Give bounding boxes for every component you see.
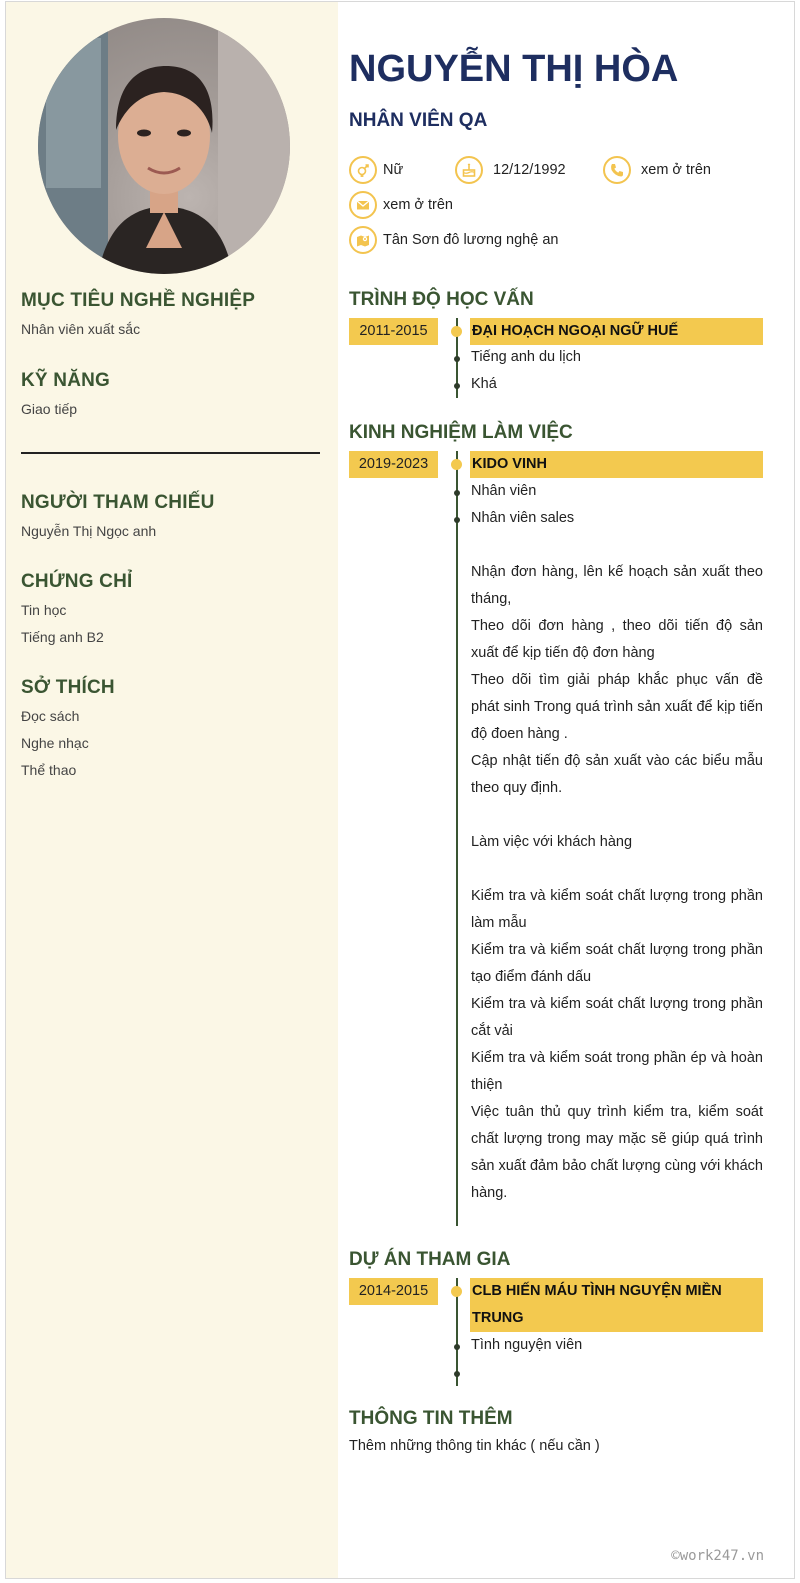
candidate-name: NGUYỄN THỊ HÒA [349, 48, 679, 90]
skills-section [21, 370, 321, 423]
projects-title: DỰ ÁN THAM GIA [349, 1249, 511, 1270]
experience-company: KIDO VINH [470, 451, 763, 478]
skill-item: Giao tiếp [21, 401, 78, 417]
gender-value: Nữ [383, 162, 404, 178]
timeline-dot [454, 383, 460, 389]
hobby-item: Đọc sách [21, 708, 80, 724]
skills-title: KỸ NĂNG [21, 370, 111, 391]
timeline-dot [454, 1344, 460, 1350]
envelope-icon [349, 191, 377, 219]
project-name: CLB HIẾN MÁU TÌNH NGUYỆN MIỀN TRUNG [470, 1278, 763, 1332]
birthday-value: 12/12/1992 [493, 162, 566, 178]
phone-value: xem ở trên [641, 162, 711, 178]
description-line: Kiểm tra và kiểm soát chất lượng trong phần cắt vải [471, 996, 763, 1039]
job-title: NHÂN VIÊN QA [349, 110, 488, 131]
education-school: ĐẠI HOẠCH NGOẠI NGỮ HUẾ [470, 318, 763, 345]
timeline-dot [454, 356, 460, 362]
description-line: Việc tuân thủ quy trình kiểm tra, kiểm soát chất lượng trong may mặc sẽ giúp quá trình sản xuất đảm bảo chất lượng cùng với khách hàng. [471, 1104, 763, 1201]
description-line: Nhận đơn hàng, lên kế hoạch sản xuất theo tháng, [471, 564, 763, 607]
objective-section [21, 290, 321, 343]
timeline-dot [454, 490, 460, 496]
gender-info [349, 156, 403, 184]
project-role: Tình nguyện viên [471, 1337, 583, 1353]
phone-icon [603, 156, 631, 184]
gender-icon [349, 156, 377, 184]
education-grade: Khá [471, 376, 497, 392]
description-line: Cập nhật tiến độ sản xuất vào các biểu mẫu theo quy định. [471, 753, 763, 796]
experience-position: Nhân viên [471, 483, 537, 499]
description-line [471, 802, 763, 829]
hobbies-title: SỞ THÍCH [21, 677, 115, 698]
hobbies-section [21, 677, 321, 784]
description-line: Kiểm tra và kiểm soát trong phần ép và hoàn thiện [471, 1050, 763, 1093]
additional-text: Thêm những thông tin khác ( nếu cần ) [349, 1438, 600, 1454]
cv-page [5, 1, 795, 1579]
education-major: Tiếng anh du lịch [471, 349, 581, 365]
experience-role: Nhân viên sales [471, 510, 575, 526]
portrait-image [38, 18, 290, 274]
phone-info [603, 156, 711, 184]
description-line [471, 856, 763, 883]
description-line: Theo dõi tìm giải pháp khắc phục vấn đề phát sinh Trong quá trình sản xuất để kịp tiến độ đoen hàng . [471, 672, 763, 742]
description-line: Kiểm tra và kiểm soát chất lượng trong phần tạo điểm đánh dấu [471, 942, 763, 985]
description-line [471, 532, 763, 559]
email-value: xem ở trên [383, 197, 453, 213]
certificate-item: Tin học [21, 602, 67, 618]
cake-icon [455, 156, 483, 184]
description-line: Làm việc với khách hàng [471, 834, 633, 850]
hobby-item: Thể thao [21, 762, 77, 778]
experience-timeline [456, 451, 458, 1226]
sidebar [6, 2, 338, 1578]
birthday-info [455, 156, 566, 184]
hobby-item: Nghe nhạc [21, 735, 89, 751]
email-info [349, 191, 453, 219]
experience-dot [451, 459, 462, 470]
certificates-section [21, 571, 321, 651]
skills-divider [21, 452, 320, 454]
education-dot [451, 326, 462, 337]
additional-title: THÔNG TIN THÊM [349, 1408, 513, 1429]
timeline-dot [454, 517, 460, 523]
certificate-item: Tiếng anh B2 [21, 629, 104, 645]
experience-description [471, 532, 763, 1207]
objective-item: Nhân viên xuất sắc [21, 321, 141, 337]
education-date: 2011-2015 [349, 318, 438, 345]
education-title: TRÌNH ĐỘ HỌC VẤN [349, 289, 534, 310]
timeline-dot [454, 1371, 460, 1377]
references-title: NGƯỜI THAM CHIẾU [21, 492, 215, 513]
experience-date: 2019-2023 [349, 451, 438, 478]
certificates-title: CHỨNG CHỈ [21, 571, 133, 592]
objective-title: MỤC TIÊU NGHỀ NGHIỆP [21, 290, 256, 311]
address-info [349, 226, 558, 254]
watermark: ©work247.vn [671, 1548, 764, 1564]
map-pin-icon [349, 226, 377, 254]
address-value: Tân Sơn đô lương nghệ an [383, 232, 559, 248]
reference-item: Nguyễn Thị Ngọc anh [21, 523, 157, 539]
project-dot [451, 1286, 462, 1297]
profile-photo [38, 18, 290, 274]
references-section [21, 492, 321, 545]
description-line: Theo dõi đơn hàng , theo dõi tiến độ sản xuất để kịp tiến độ đơn hàng [471, 618, 763, 661]
project-date: 2014-2015 [349, 1278, 438, 1305]
experience-title: KINH NGHIỆM LÀM VIỆC [349, 422, 573, 443]
description-line: Kiểm tra và kiểm soát chất lượng trong phần làm mẫu [471, 888, 763, 931]
